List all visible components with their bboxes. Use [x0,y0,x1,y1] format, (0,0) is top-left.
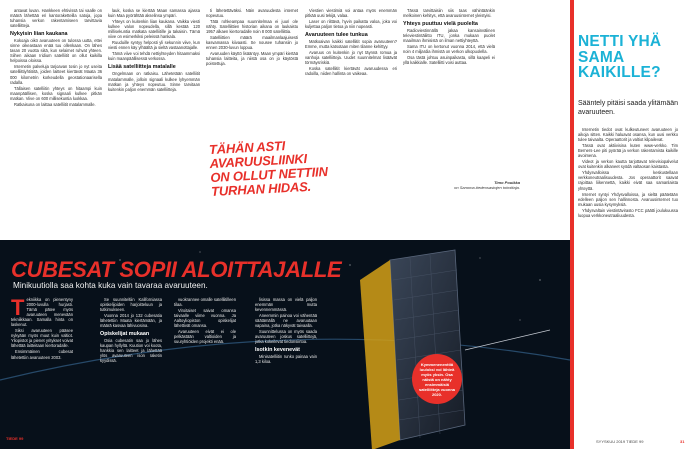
feature-headline: CUBESAT SOPII ALOITTAJALLE [11,257,342,282]
paragraph: Yhdysvaltain viestintävirasto FCC päätti joulukuussa luopua verkkoneutraaliuudesta. [578,207,678,218]
paragraph: Tämä viive voi tehdä nettiyhteyden hitaammaksi kuin maanpäällisessä verkossa. [108,51,200,62]
paragraph: Ratkaisuna on laittaa satelliitit matalammalle. [14,101,96,107]
paragraph: Matkoaivan kaikki satelliitit sopia avaruuteen? Emme, mutta katsotaan miten tilanne kehittyy. [305,39,397,50]
paragraph: Osa tästä johtuu asuinpaikasta, sillä kaapeli ei yllä kaikkialle. Satelliitti voisi auttaa. [403,55,495,66]
paragraph: Videot ja verkon kautta tarjottavat televisiopalvelut ovat kuitenkin alkaneet syödä valtaosan kaistasta. [578,159,678,170]
sidebar-title [578,34,661,81]
paragraph: Sama ITU on kertonut vuonna 2014, että vielä noin 4 miljardia ihmistä on verkon ulkopuolella. [403,44,495,55]
subheading: Nykyisin liian kaukana [10,31,68,38]
feature-subhead: Minikuutiolla saa kohta kuka vain tavaraa avaruuteen. [13,281,208,290]
article-column-3 [206,8,298,136]
pull-quote: TÄHÄN ASTI AVARUUSLIINKI ON OLLUT NETTIIN TURHAN HIDAS. [208,138,329,200]
sidebar-title-line: SAMA [578,48,625,66]
article-column-1 [10,8,102,233]
paragraph: Siksi avaruuteen pääsee nykyään myös muut kuin valtiot. Yliopistot ja pienet yritykset voivat lähettää laitteitaan kiertoradalle. [11,328,73,349]
sidebar-lead: Sääntely pitäisi saada ylitämään avaruuteen. [578,100,679,116]
paragraph: Aneemmin painoa voi vähentää säätämällä ne avaruutaan vapaina, jotka näkyvät taivaalla. [255,313,317,329]
paragraph: Vuonna 2014 jo 132 cubesatia lähetettiin Maata kiertämään, ja määrä kasvaa lähivuosina. [100,313,162,329]
feature-column-1 [11,297,73,439]
sidebar-body [578,127,678,439]
paragraph: Internetin tiedot ovat kulkeutuneet avaruuteen jo aikoja sitten. Kaikki haluavat osansa, kun uusi verkko tulee taivaalta. Operaattorit ja valtiot kilpailevat. [578,127,678,143]
sidebar-title-line: KAIKILLE? [578,64,661,81]
feature-column-4 [255,297,317,439]
info-badge: Kymmenenenttiä luuloksi voi lähteä myös yksin. Osa näistä on nähty ensimmäisiä satelliitteja vuonna 2020. [412,354,462,404]
author-name: Timo Pouikka [494,180,520,185]
article-column-5 [403,8,495,178]
folio-left: TIEDE 99 [6,436,24,441]
subheading: Opiskelijat mukaan [100,331,150,338]
subheading: Lisää satelliitteja matalalle [108,64,176,71]
author-signature [430,180,520,190]
feature-column-2 [100,297,162,439]
subheading: Isotkin kevenevät [255,347,300,354]
paragraph: ti lähetettäväksi. Näin avaruudesta internet nopeutuu. [206,8,298,19]
paragraph: Avaruus on kuitenkin jo nyt täynnä romua ja vanhoja satelliitteja. Uudet suunnitelmat lisäävät törmäysriskiä. [305,50,397,66]
paragraph: Internetin palveluja tarjoavan tosin jo nyt useita satelliittiyhtiöitä, joiden laitteet kiertävät Maata 36 000 kilometrin korkeudella geostationaarisella radalla. [10,64,102,85]
paragraph: Ongelmaan on ratkaisu. Lähetetään satelliitit matalammalle, jolloin signaali kulkee lyhyemmän matkan ja yhteys nopeutuu. Sinne tarvitaan kuitenkin paljon enemmän satelliitteja. [108,71,200,92]
sidebar-title-line: NETTI YHÄ [578,33,662,50]
paragraph: Avaruuteen eivät ei ole pelkästään valtioiden ja suuryhtiöiden projekti enää. [174,329,236,345]
paragraph: Tätä rohkeampaa suunnitelmaa ei juuri ole nähty. Satelliittien historian aikana on laukaistu 1957 alkaen kiertoradalle noin 8 000 satelliittia. [206,19,298,35]
paragraph: Koska satelliitit kiertävät avaruudessa eri radoilla, niiden hallinta on vaikeaa. [305,66,397,77]
paragraph: lauk, koska se kiertää Maan samassa ajassa kuin Maa pyörähtää akselinsa ympäri. [108,8,200,19]
paragraph: vuokrannee omalle satelliitilleen tilaa. [174,297,236,308]
paragraph: Radioviestinnällä jakaa kansainvälinen televiestintäliitto ITU, jonka mukaan puolet maailman ihmisistä on ilman nettiyhteyttä. [403,28,495,44]
paragraph: Internet syntyi Yhdysvalloissa, ja sieltä päätetään edelleen paljon sen hallinnosta. Avaruusinternet tuo mukaan uusia kysymyksiä. [578,191,678,207]
paragraph [11,297,73,327]
paragraph: Tässä tarvittaisiin siis taas vähintäänkin melkoinen kehitys, että avaruusinternet yleistyisi. [403,8,495,19]
paragraph: Tässä ovat aktiivisina kuten www-verkko. Tim Berners-Lee piti pyörää ja verkon rakentamista kaikille avoimena. [578,143,678,159]
page-number: 31 [680,439,685,444]
paragraph: Avaruuden käyttö lisääntyy. Maan ympäri kiertää tuhansia laitteita, ja niistä osa on jo käytöstä poistettuja. [206,51,298,67]
paragraph: Yhdysvalloissa keskustellaan verkkoneutraalisuudesta. Jos operaattorit saavat rajoittaa liikennettä, kaikki eivät saa samanlaista yhteyttä. [578,170,678,191]
paragraph-text: ekniikka on pienentyny 2000-luvulla hurjasti. Tämä pätee myös avaruuteen menevään tekniikkaan. Samalla hinta on laskenut. [11,297,73,328]
paragraph: Osia cubesatin saa jo lähes kaupan hyllyltä. Kuution voi koota, hankkia sen laitteet ja lähettää ylös avaruuteen ison raketin kyydissä. [100,338,162,364]
paragraph: Viroitaiset saivat omansa taivaalle viime vuonna. Ja Aaltoyliopiston opiskelijat lähettivät omansa. [174,308,236,329]
feature-column-3 [174,297,236,439]
paragraph: Ruuduille syntyy helposti yli sekunnin viive, kun viesti ennen käy ylhäältä ja sieltä vastaanottajalle. [108,40,200,51]
paragraph: Kokoaja oikö avaruuteen on tulossa uutta, ettei sinne oikeastaan enää tuu ollenkaan. On lähes tasan 20 vuotta siitä, kun selaimet ruhvat yhteen. Siihen aikaan Iridium satelliitit on ollut kaikilla helpoissa oloissa. [10,38,102,64]
paragraph: Viestien viestimiä voi antaa myös enemmän pitkää uusi tekijä, valaa. [305,8,397,19]
paragraph: Minisatelliitin runko painaa vain 1,3 kiloa. [255,354,317,365]
article-column-2 [108,8,200,233]
paragraph: Satelliittien määrä maailmanlaajuisesti kasvamassa kiivaasti. Se nousee tuhansiin jo ennen 2030-luvun loppua. [206,35,298,51]
folio-right: SYYSKUU 2019 TIEDE 99 [596,439,644,444]
paragraph: Se suunniteltiin Kaliforniassa opiskelijoiden harjoitteluun ja tutkimukseen. [100,297,162,313]
paragraph: Tällaisen satelliitin yhteys on hitaampi kuin maanpäällisen, koska signaali kulkee pitkän matkan. Viive on 600 millisekuntia luokkaa. [10,85,102,101]
paragraph: Yhteys on kuitenkin liian kaukana. Vaikka viesti kulkee valon nopeudella, sillä kestää 120 millisekuntia matkata satelliitille ja takaisin. Tämä viive on esimerkiksi peleissä hankala. [108,19,200,40]
paragraph: Ensimmäinen cubesat lähetettiin avaruuteen 2003. [11,349,73,360]
subheading: Yhteys puuttuu vielä puolelta [403,21,478,28]
paragraph: lisissa massa on vielä paljon enemmän mutta kevennemmässä. [255,297,317,313]
paragraph: Laser on riittävä, hyvin paikatta valoa, joka voi kuljettaa paljon tietoa ja niin nopeasti. [305,19,397,30]
paragraph: Suunnittelussa on myös saada avaruuteen joskus satelliittejä, jotka kokeilevat tiedonsiirtoa. [255,329,317,345]
article-column-4 [305,8,397,233]
paragraph: antavat luvan. Hankkeen ehtivissä tai vaalle on määrä lähettää eri kantoraketteilla satoja, jopa tuhansia verkon rakentamiseen tarvittavia satelliitteja. [10,8,102,29]
author-role: on Sanoma-tiedeosastojen toimittaja. [454,185,520,190]
drop-cap: T [11,297,25,320]
subheading: Avaruuteen tulee tunkua [305,32,368,39]
